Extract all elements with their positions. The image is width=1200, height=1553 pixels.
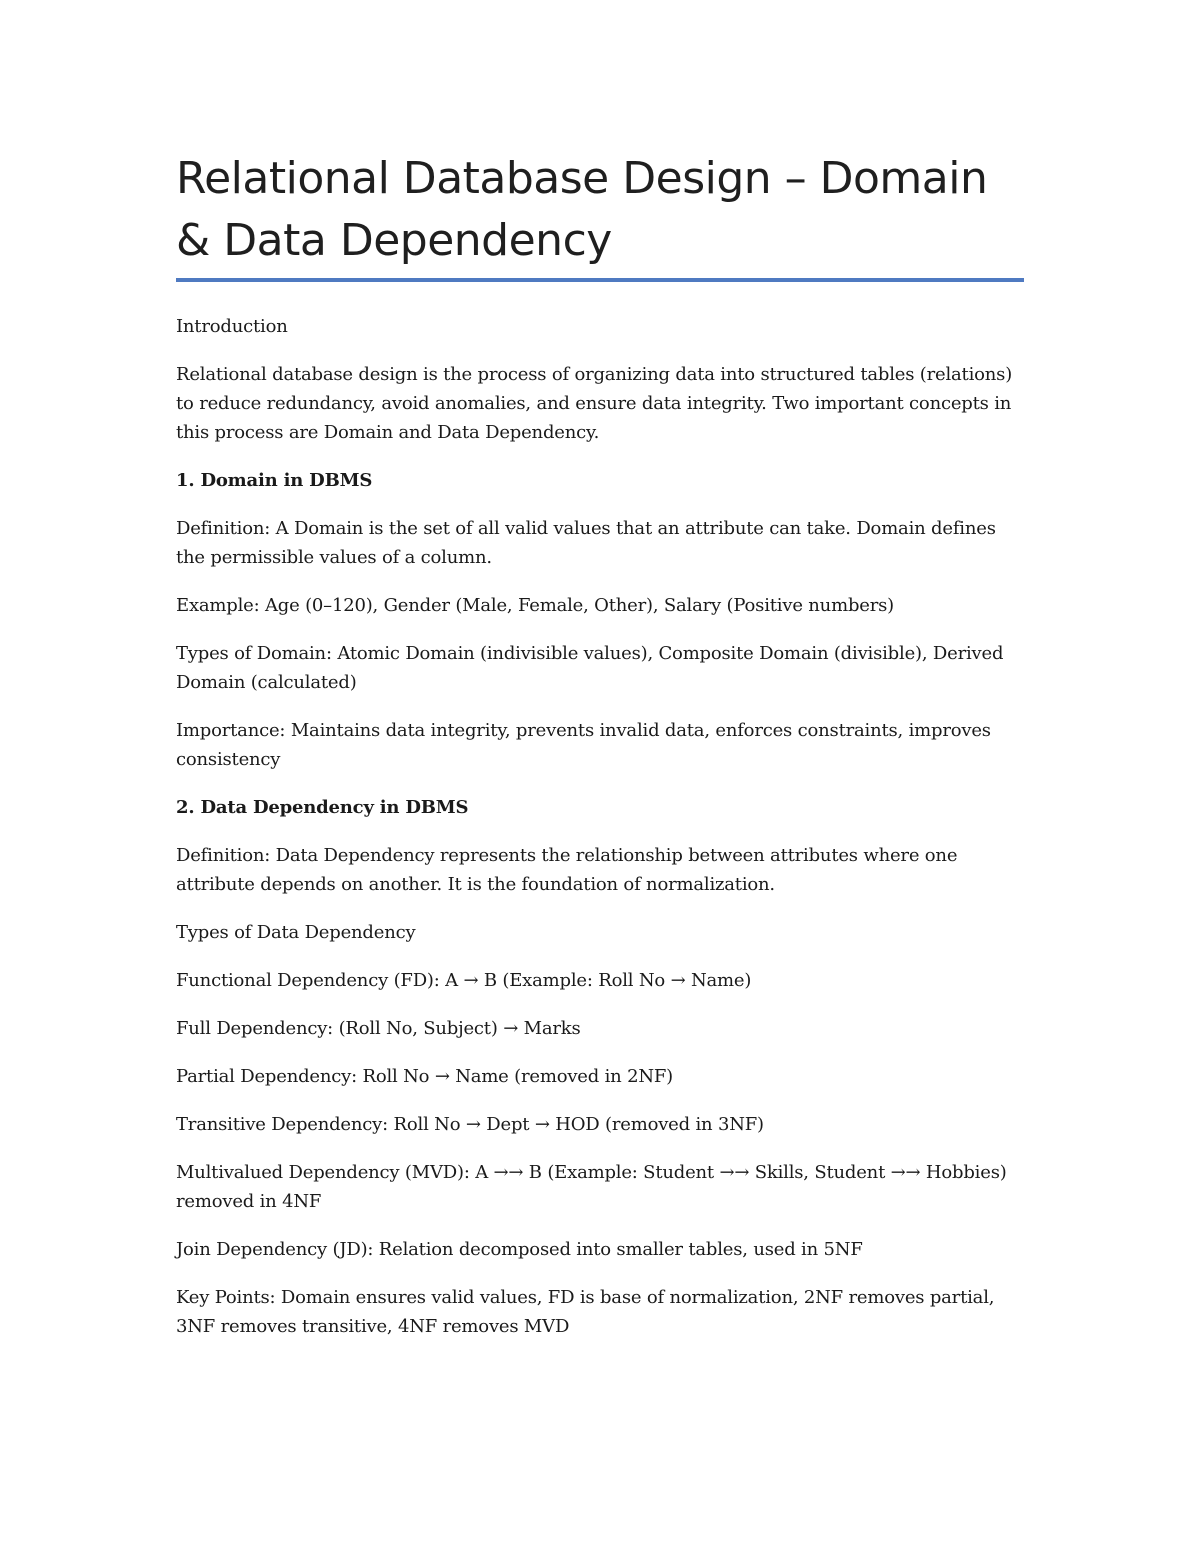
full-dependency: Full Dependency: (Roll No, Subject) → Marks: [176, 1018, 581, 1039]
domain-types: Types of Domain: Atomic Domain (indivisible values), Composite Domain (divisible), Derived Domain (calculated): [176, 643, 1004, 693]
document-title: Relational Database Design – Domain & Data Dependency: [176, 153, 988, 266]
intro-label: Introduction: [176, 316, 288, 337]
transitive-dependency: Transitive Dependency: Roll No → Dept → HOD (removed in 3NF): [176, 1114, 764, 1135]
dependency-types-label: Types of Data Dependency: [176, 922, 416, 943]
section-heading-domain: 1. Domain in DBMS: [176, 470, 373, 491]
intro-paragraph: Relational database design is the process of organizing data into structured tables (relations) to reduce redundancy, avoid anomalies, and ensure data integrity. Two important concepts in this process are Domain and Data Dependency.: [176, 364, 1013, 443]
key-points: Key Points: Domain ensures valid values, FD is base of normalization, 2NF removes partial, 3NF removes transitive, 4NF removes MVD: [176, 1287, 995, 1337]
section-heading-dependency: 2. Data Dependency in DBMS: [176, 797, 469, 818]
document-page: [176, 148, 1024, 1341]
partial-dependency: Partial Dependency: Roll No → Name (removed in 2NF): [176, 1066, 673, 1087]
join-dependency: Join Dependency (JD): Relation decomposed into smaller tables, used in 5NF: [176, 1239, 863, 1260]
dependency-definition: Definition: Data Dependency represents the relationship between attributes where one attribute depends on another. It is the foundation of normalization.: [176, 845, 958, 895]
multivalued-dependency: Multivalued Dependency (MVD): A →→ B (Example: Student →→ Skills, Student →→ Hobbies) removed in 4NF: [176, 1162, 1007, 1212]
title-underline: [176, 278, 1024, 282]
domain-example: Example: Age (0–120), Gender (Male, Female, Other), Salary (Positive numbers): [176, 595, 894, 616]
functional-dependency: Functional Dependency (FD): A → B (Example: Roll No → Name): [176, 970, 752, 991]
domain-definition: Definition: A Domain is the set of all valid values that an attribute can take. Domain defines the permissible values of a column.: [176, 518, 996, 568]
domain-importance: Importance: Maintains data integrity, prevents invalid data, enforces constraints, improves consistency: [176, 720, 991, 770]
